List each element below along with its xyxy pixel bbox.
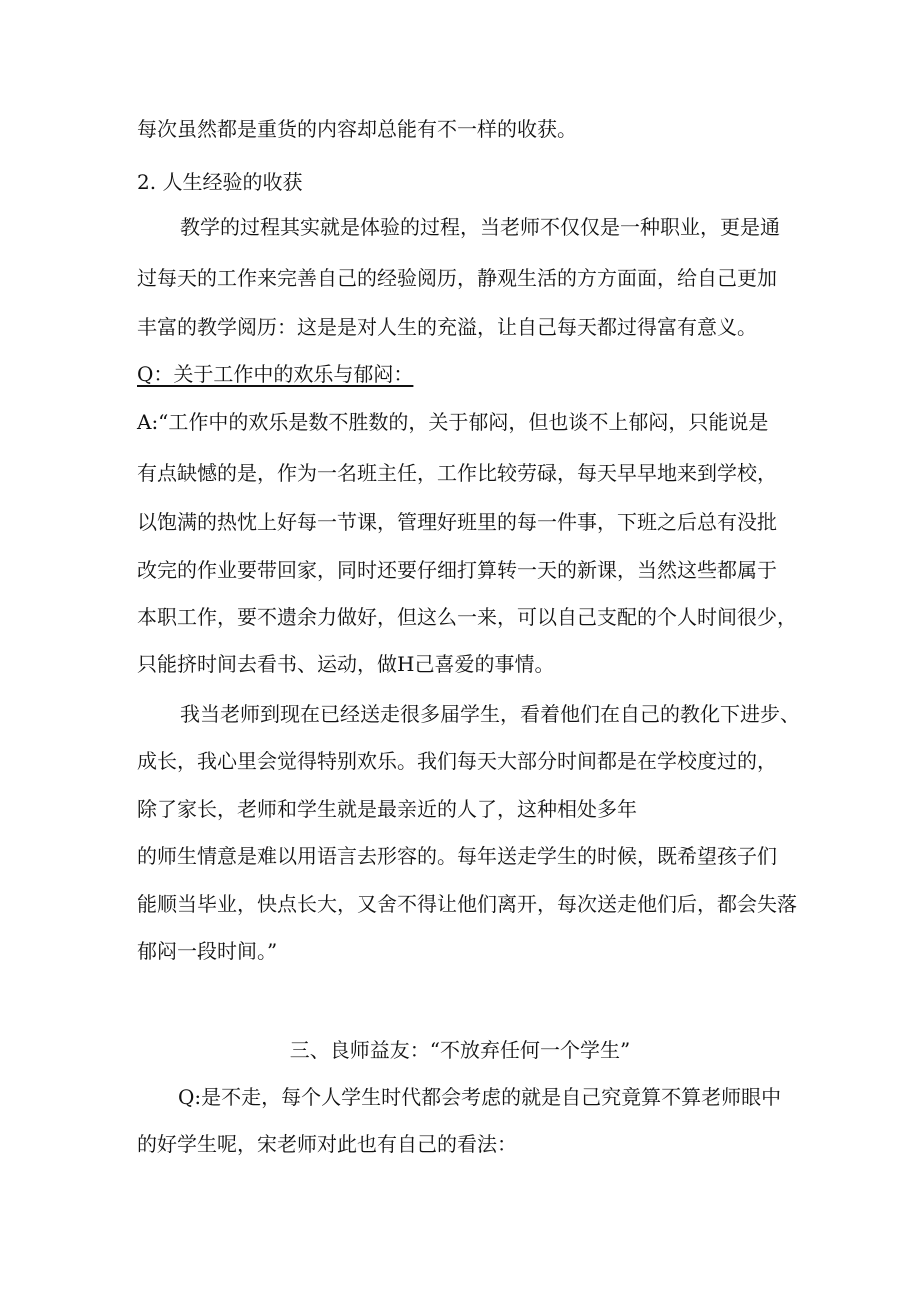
section-heading: 2. 人生经验的收获 bbox=[137, 170, 303, 194]
paragraph-line: 丰富的教学阅历：这是是对人生的充溢，让自己每天都过得富有意义。 bbox=[137, 315, 757, 339]
answer-line: 只能挤时间去看书、运动，做H己喜爱的事情。 bbox=[137, 652, 555, 676]
answer-line: 能顺当毕业，快点长大，又舍不得让他们离开，每次送走他们后，都会失落 bbox=[137, 892, 797, 916]
answer-line: 我当老师到现在已经送走很多届学生，看着他们在自己的教化下进步、 bbox=[180, 702, 800, 726]
answer-line: 成长，我心里会觉得特别欢乐。我们每天大部分时间都是在学校度过的， bbox=[137, 749, 777, 773]
answer-line: 的师生情意是难以用语言去形容的。每年送走学生的时候，既希望孩子们 bbox=[137, 844, 777, 868]
question-heading: Q：关于工作中的欢乐与郁闷： bbox=[137, 362, 414, 386]
question-line: Q:是不走，每个人学生时代都会考虑的就是自己究竟算不算老师眼中 bbox=[178, 1085, 782, 1109]
answer-line: 以饱满的热忱上好每一节课，管理好班里的每一件事，下班之后总有没批 bbox=[137, 510, 777, 534]
section-title: 三、良师益友：“不放弃任何一个学生” bbox=[289, 1038, 631, 1062]
answer-line: 除了家长，老师和学生就是最亲近的人了，这种相处多年 bbox=[137, 797, 637, 821]
answer-line: A:“工作中的欢乐是数不胜数的，关于郁闷，但也谈不上郁闷，只能说是 bbox=[137, 410, 769, 434]
answer-line: 本职工作，要不遗余力做好，但这么一来，可以自己支配的个人时间很少， bbox=[137, 605, 797, 629]
answer-line: 改完的作业要带回家，同时还要仔细打算转一天的新课，当然这些都属于 bbox=[137, 558, 777, 582]
paragraph-line: 每次虽然都是重货的内容却总能有不一样的收获。 bbox=[137, 117, 577, 141]
answer-line: 郁闷一段时间。” bbox=[137, 939, 278, 963]
question-line: 的好学生呢，宋老师对此也有自己的看法： bbox=[137, 1132, 517, 1156]
paragraph-line: 过每天的工作来完善自己的经验阅历，静观生活的方方面面，给自己更加 bbox=[137, 266, 777, 290]
answer-line: 有点缺憾的是，作为一名班主任，工作比较劳碌，每天早早地来到学校， bbox=[137, 461, 777, 485]
paragraph-line: 教学的过程其实就是体验的过程，当老师不仅仅是一种职业，更是通 bbox=[180, 215, 780, 239]
